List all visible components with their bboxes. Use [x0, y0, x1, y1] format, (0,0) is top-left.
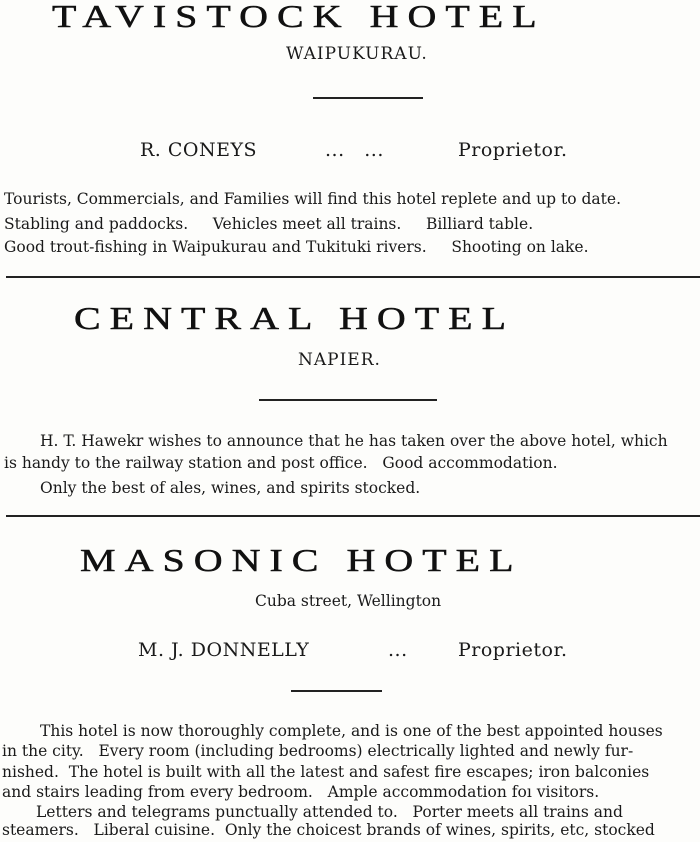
proprietor-name: R. CONEYS [140, 139, 258, 161]
ad-line: steamers. Liberal cuisine. Only the choicest brands of wines, spirits, etc, stocked [2, 821, 655, 839]
ad-line: H. T. Hawekr wishes to announce that he has taken over the above hotel, which [40, 432, 668, 450]
ad-line: and stairs leading from every bedroom. Ample accommodation foı visitors. [2, 783, 600, 801]
section-divider [6, 515, 700, 517]
ad-line: Stabling and paddocks. Vehicles meet all trains. Billiard table. [4, 215, 534, 233]
hotel-location: WAIPUKURAU. [286, 44, 428, 64]
ad-line: Letters and telegrams punctually attended to. Porter meets all trains and [36, 803, 623, 821]
hotel-title: TAVISTOCK HOTEL [52, 0, 546, 34]
short-rule [313, 97, 423, 99]
proprietor-dots: ... ... [325, 139, 384, 161]
hotel-location: NAPIER. [298, 350, 381, 370]
ad-line: Only the best of ales, wines, and spirits stocked. [40, 479, 421, 497]
ad-line: Good trout-fishing in Waipukurau and Tukituki rivers. Shooting on lake. [4, 238, 589, 256]
proprietor-name: M. J. DONNELLY [138, 639, 310, 661]
ad-line: nished. The hotel is built with all the latest and safest fire escapes; iron balconies [2, 763, 650, 781]
short-rule [259, 399, 437, 401]
ad-line: in the city. Every room (including bedrooms) electrically lighted and newly fur- [2, 742, 634, 760]
proprietor-label: Proprietor. [458, 639, 568, 661]
proprietor-label: Proprietor. [458, 139, 568, 161]
ad-line: is handy to the railway station and post office. Good accommodation. [4, 454, 558, 472]
short-rule [291, 690, 382, 692]
hotel-location: Cuba street, Wellington [255, 592, 442, 610]
hotel-title: CENTRAL HOTEL [74, 300, 516, 336]
proprietor-dots: ... [388, 639, 408, 661]
hotel-title: MASONIC HOTEL [80, 542, 523, 578]
ad-line: This hotel is now thoroughly complete, and is one of the best appointed houses [40, 722, 663, 740]
ad-line: Tourists, Commercials, and Families will find this hotel replete and up to date. [4, 190, 621, 208]
section-divider [6, 276, 700, 278]
